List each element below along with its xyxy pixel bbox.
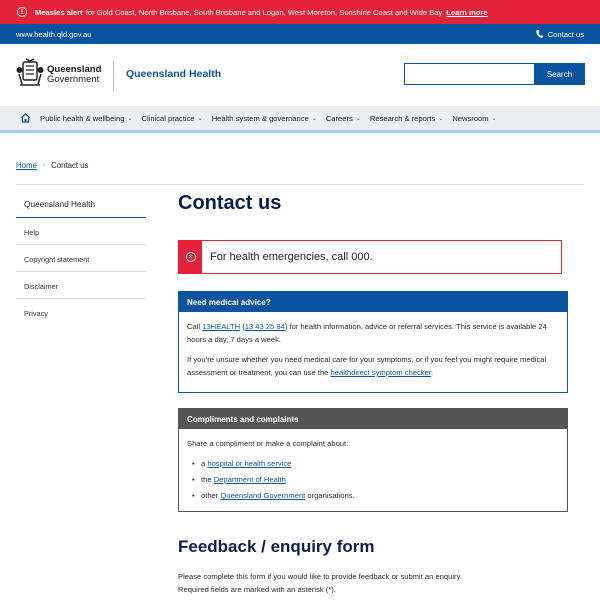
medical-advice-body xyxy=(179,312,567,394)
queensland-government-link[interactable]: Queensland Government xyxy=(220,491,306,500)
alert-text: for Gold Coast, North Brisbane, South Brisbane and Logan, West Moreton, Sunshine Coast and Wide Bay xyxy=(85,7,443,17)
logo-line-1: Queensland xyxy=(47,64,102,75)
qld-government-logo-text[interactable] xyxy=(47,65,101,85)
compliments-list xyxy=(187,457,559,502)
queensland-crest-icon[interactable] xyxy=(16,58,44,88)
nav-accent-line xyxy=(0,130,600,133)
list-item-prefix: the xyxy=(201,475,212,484)
main-navigation xyxy=(0,106,600,130)
main-content xyxy=(178,188,568,594)
nav-item-label: Newsroom xyxy=(452,113,489,123)
site-header xyxy=(0,44,600,106)
side-nav-title[interactable]: Queensland Health xyxy=(16,192,146,218)
side-nav-item-help[interactable]: Help xyxy=(16,218,146,245)
list-item-prefix: a xyxy=(201,459,206,468)
department-of-health-link[interactable]: Department of Health xyxy=(213,475,286,484)
page-title: Contact us xyxy=(178,192,282,214)
nav-item-health-system[interactable] xyxy=(212,114,317,123)
medical-advice-paragraph-1-rest: ) for health information, advice or referral services. This service is available 24 hours a day, 7 days a week. xyxy=(187,322,547,344)
home-icon[interactable] xyxy=(20,113,31,123)
nav-item-label: Public health & wellbeing xyxy=(40,113,125,123)
nav-item-label: Clinical practice xyxy=(141,113,195,123)
list-item xyxy=(201,489,559,502)
medical-advice-heading: Need medical advice? xyxy=(179,292,567,312)
site-url[interactable]: www.health.qld.gov.au xyxy=(16,29,92,39)
list-item-suffix: organisations. xyxy=(307,491,355,500)
compliments-complaints-card xyxy=(178,408,568,512)
medical-advice-paragraph-1 xyxy=(187,320,559,346)
nav-item-research[interactable] xyxy=(370,114,443,123)
nav-item-clinical-practice[interactable] xyxy=(141,114,202,123)
list-item xyxy=(201,457,559,470)
13health-link[interactable]: 13HEALTH xyxy=(202,322,241,331)
side-nav-item-privacy[interactable]: Privacy xyxy=(24,309,48,318)
chevron-right-icon: › xyxy=(42,162,46,169)
chevron-down-icon: ⌄ xyxy=(311,115,317,122)
chevron-down-icon: ⌄ xyxy=(491,115,497,122)
nav-item-label: Health system & governance xyxy=(211,113,309,123)
site-title[interactable]: Queensland Health xyxy=(126,68,222,80)
breadcrumb-current: Contact us xyxy=(51,161,89,170)
compliments-intro: Share a compliment or make a complaint about: xyxy=(187,439,349,448)
nav-item-label: Careers xyxy=(325,113,353,123)
learn-more-link[interactable]: Learn more xyxy=(446,7,488,17)
compliments-complaints-body xyxy=(179,429,567,513)
medical-advice-paragraph-2-text: If you’re unsure whether you need medical care for your symptoms, or if you feel you might require medical assessment or treatment, you can use the xyxy=(187,355,547,377)
nav-item-careers[interactable] xyxy=(326,114,361,123)
side-navigation xyxy=(16,192,146,326)
close-circle-icon: × xyxy=(186,252,196,262)
site-top-bar xyxy=(0,24,600,44)
hospital-health-service-link[interactable]: hospital or health service xyxy=(207,459,292,468)
feedback-form-line-1: Please complete this form if you would like to provide feedback or submit an enquiry. xyxy=(178,572,462,581)
medical-advice-card xyxy=(178,291,568,393)
period: . xyxy=(430,368,434,377)
13health-phone-link[interactable]: 13 43 25 84 xyxy=(244,322,285,331)
call-text: Call xyxy=(187,322,201,331)
emergency-callout xyxy=(178,240,562,274)
chevron-down-icon: ⌄ xyxy=(197,115,203,122)
alert-label: Measles alert xyxy=(35,7,83,17)
nav-item-newsroom[interactable] xyxy=(452,114,496,123)
logo-line-2: Government xyxy=(47,74,100,85)
list-item xyxy=(201,473,559,486)
contact-us-top-label: Contact us xyxy=(547,29,584,39)
feedback-form-intro xyxy=(178,570,568,596)
chevron-down-icon: ⌄ xyxy=(127,115,133,122)
paren-open: ( xyxy=(242,322,245,331)
chevron-down-icon: ⌄ xyxy=(438,115,444,122)
breadcrumb-home-link[interactable]: Home xyxy=(16,161,37,170)
emergency-icon-box xyxy=(179,241,202,273)
measles-alert-bar xyxy=(0,0,600,24)
compliments-complaints-heading: Compliments and complaints xyxy=(179,409,567,429)
chevron-down-icon: ⌄ xyxy=(355,115,361,122)
breadcrumb xyxy=(16,161,88,170)
list-item-prefix: other xyxy=(201,491,219,500)
healthdirect-symptom-checker-link[interactable]: healthdirect symptom checker xyxy=(330,368,431,377)
search-input[interactable] xyxy=(404,63,534,85)
medical-advice-paragraph-2 xyxy=(187,353,559,379)
side-nav-item-copyright[interactable]: Copyright statement xyxy=(16,245,146,272)
nav-item-label: Research & reports xyxy=(369,113,436,123)
logo-divider xyxy=(113,60,114,90)
feedback-form-title: Feedback / enquiry form xyxy=(178,537,375,556)
emergency-text: For health emergencies, call 000. xyxy=(210,251,373,263)
side-nav-item-disclaimer[interactable]: Disclaimer xyxy=(16,272,146,299)
nav-item-public-health[interactable] xyxy=(40,114,132,123)
search-button[interactable]: Search xyxy=(534,63,585,85)
breadcrumb-divider xyxy=(16,184,584,185)
contact-us-top-link[interactable] xyxy=(536,30,584,39)
phone-icon xyxy=(536,30,543,38)
feedback-form-line-2: Required fields are marked with an asterisk (*). xyxy=(178,585,336,594)
alert-icon: ! xyxy=(17,7,27,17)
